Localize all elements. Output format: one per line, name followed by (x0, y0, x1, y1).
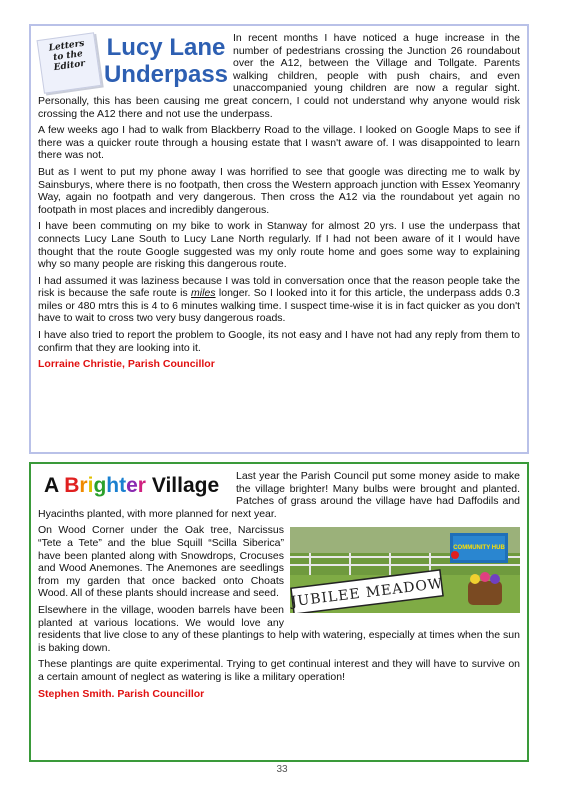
paragraph-1: Last year the Parish Council put some money aside to make the village brighter! Many bulbs were brought and planted. Patches of grass around the village have had Daffodils and Hyacinths planted, with more planned for next year. (38, 470, 520, 520)
title-letter: h (106, 474, 120, 497)
title-letter: i (87, 474, 94, 497)
paragraph-6: I have also tried to report the problem to Google, its not easy and I have not had any reply from them to confirm that they are looking into it. (38, 329, 520, 354)
jubilee-meadow-photo (290, 527, 520, 613)
title-letter: B (64, 474, 80, 497)
signature: Lorraine Christie, Parish Councillor (38, 358, 215, 371)
letters-to-editor-badge (37, 32, 102, 94)
paragraph-1: In recent months I have noticed a huge increase in the number of pedestrians crossing the Junction 26 roundabout over the A12, between the Village and Tollgate. Parents walking children, people with push chairs, and even unaccompanied young children are now a regular sight. Personally, this has been causing me great concern, I could not understand why anyone would risk crossing the A12 there and not use the underpass. (38, 32, 520, 120)
title-letter: t (119, 474, 127, 497)
brighter-village-article-box (29, 462, 529, 762)
title-letter: r (79, 474, 88, 497)
badge-text: Letters to the Editor (48, 38, 86, 74)
title-rainbow-word (64, 474, 146, 497)
title-line-1: Lucy Lane (106, 34, 226, 61)
paragraph-4: These plantings are quite experimental. Trying to get continual interest and they will have to survive on a certain amount of neglect as watering is like a military operation! (38, 658, 520, 683)
paragraph-5-start: I had assumed it was laziness because I was told in conversation once that the reason people take the risk is because the safe route is (38, 274, 520, 300)
letters-article-box (29, 24, 529, 454)
title-letter: r (137, 474, 146, 497)
title-letter: e (126, 474, 138, 497)
title-line-2: Underpass (103, 61, 229, 88)
paragraph-3: Elsewhere in the village, wooden barrels have been planted at various locations. We would love any residents that live close to any of these plantings to help with watering, especially at times when the sun is baking down. (38, 603, 520, 654)
signature: Stephen Smith. Parish Councillor (38, 687, 205, 700)
paragraph-2: On Wood Corner under the Oak tree, Narcissus “Tete a Tete” and the blue Squill “Scilla Siberica” have been planted along with Snowdrops, Crocuses and Wood Anemones. The Anemones are seedlings from my garden that once backed onto Choats Wood. All of these plants should increase and seed. (38, 524, 284, 600)
brighter-village-body (38, 470, 520, 700)
photo-image (290, 527, 520, 613)
title-suffix: Village (151, 474, 220, 497)
emphasis-miles: miles (191, 287, 216, 300)
paragraph-4: I have been commuting on my bike to work in Stanway for almost 20 yrs. I use the underpass that connects Lucy Lane South to Lucy Lane North regularly. If I had not been aware of it I would have thought that the route Google suggested was my only route home and goes some way to explaining why so many people are risking this dangerous route. (38, 220, 520, 271)
page-number: 33 (276, 764, 288, 775)
paragraph-5-end: longer. So I looked into it for this article, the underpass adds 0.3 miles or 480 mtrs this is 4 to 6 minutes walking time. I suspect time-wise it is in fact quicker as you don't have to wait to cross two very busy dangerous roads. (38, 287, 521, 325)
article-title (101, 34, 231, 88)
paragraph-2: A few weeks ago I had to walk from Blackberry Road to the village. I looked on Google Maps to see if there was a quicker route through a housing estate that I wasn't aware of. I was disappointed to learn there was not. (38, 124, 520, 162)
letters-header (38, 32, 231, 92)
sign-text: JUBILEE MEADOW (290, 576, 445, 611)
article-title (38, 470, 236, 502)
letters-article-body (38, 32, 520, 371)
title-letter: g (93, 474, 107, 497)
paragraph-5 (38, 275, 520, 325)
banner-text: COMMUNITY HUB (453, 545, 505, 552)
paragraph-3: But as I went to put my phone away I was horrified to see that google was directing me to walk by Sainsburys, where there is no footpath, then cross the Western approach junction with Essex Yeomanry Way, again no footpath and very dangerous. Then cross the A12 via the roundabout yet again no footpath in most places and incredibly dangerous. (38, 165, 520, 216)
title-prefix: A (44, 474, 59, 497)
